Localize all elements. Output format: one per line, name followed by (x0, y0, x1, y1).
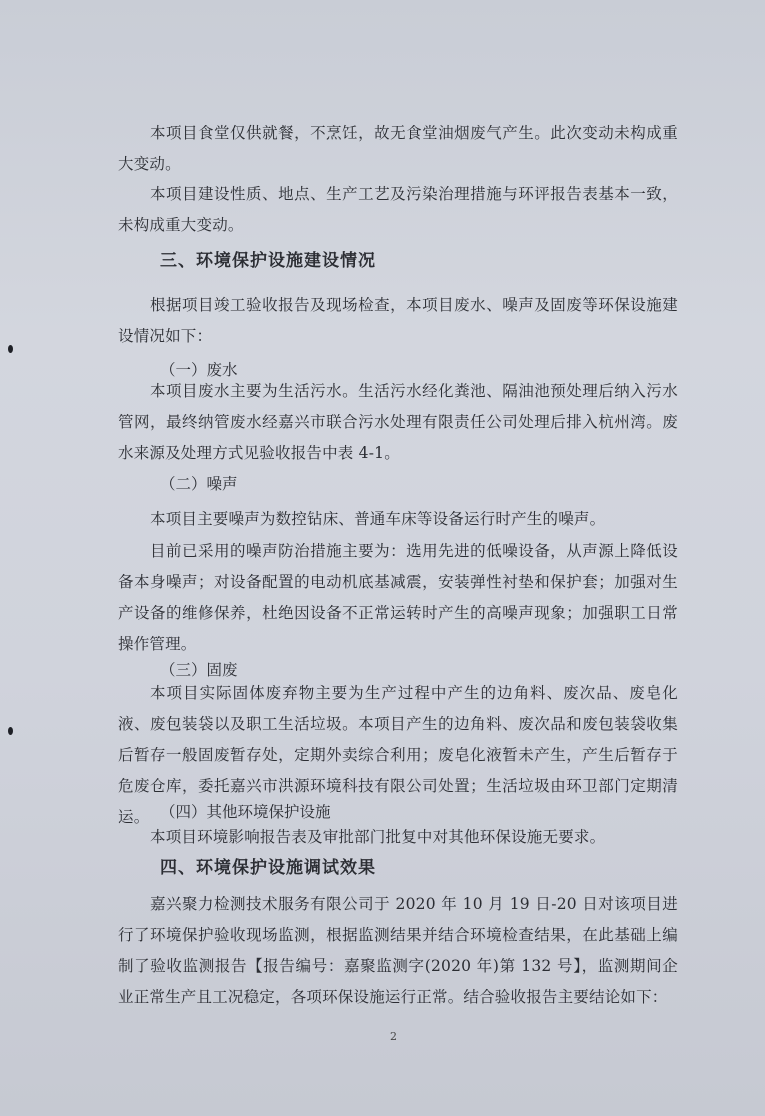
subheading-wastewater: （一）废水 (160, 361, 238, 379)
subheading-noise: （二）噪声 (160, 475, 238, 493)
paragraph-intro: 根据项目竣工验收报告及现场检查，本项目废水、噪声及固废等环保设施建设情况如下： (118, 296, 678, 345)
paragraph-wastewater: 本项目废水主要为生活污水。生活污水经化粪池、隔油池预处理后纳入污水管网，最终纳管废水经嘉兴市联合污水处理有限责任公司处理后排入杭州湾。废水来源及处理方式见验收报告中表 4-1。 (118, 382, 678, 462)
heading-section-4: 四、环境保护设施调试效果 (160, 858, 376, 878)
binding-hole-mark (8, 727, 13, 735)
page-number: 2 (390, 1030, 397, 1043)
paragraph-solid-waste: 本项目实际固体废弃物主要为生产过程中产生的边角料、废次品、废皂化液、废包装袋以及职工生活垃圾。本项目产生的边角料、废次品和废包装袋收集后暂存一般固废暂存处，定期外卖综合利用；废皂化液暂未产生，产生后暂存于危废仓库，委托嘉兴市洪源环境科技有限公司处置；生活垃圾由环卫部门定期清运。 (118, 684, 678, 826)
paragraph-construction: 本项目建设性质、地点、生产工艺及污染治理措施与环评报告表基本一致，未构成重大变动。 (118, 185, 678, 234)
binding-hole-mark (8, 345, 13, 353)
subheading-solid-waste: （三）固废 (160, 661, 238, 679)
subheading-other: （四）其他环境保护设施 (160, 803, 331, 821)
paragraph-other: 本项目环境影响报告表及审批部门批复中对其他环保设施无要求。 (150, 828, 606, 846)
paragraph-monitoring: 嘉兴聚力检测技术服务有限公司于 2020 年 10 月 19 日-20 日对该项目进行了环境保护验收现场监测，根据监测结果并结合环境检查结果，在此基础上编制了验收监测报告【报告编号：嘉聚监测字(2020 年)第 132 号】，监测期间企业正常生产且工况稳定，各项环保设施运行正常。结合验收报告主要结论如下： (118, 895, 678, 1006)
paragraph-noise-source: 本项目主要噪声为数控钻床、普通车床等设备运行时产生的噪声。 (150, 510, 606, 528)
heading-section-3: 三、环境保护设施建设情况 (160, 251, 376, 271)
paragraph-canteen: 本项目食堂仅供就餐，不烹饪，故无食堂油烟废气产生。此次变动未构成重大变动。 (118, 124, 678, 173)
paragraph-noise-measures: 目前已采用的噪声防治措施主要为：选用先进的低噪设备，从声源上降低设备本身噪声；对设备配置的电动机底基减震，安装弹性衬垫和保护套；加强对生产设备的维修保养，杜绝因设备不正常运转时产生的高噪声现象；加强职工日常操作管理。 (118, 542, 678, 653)
